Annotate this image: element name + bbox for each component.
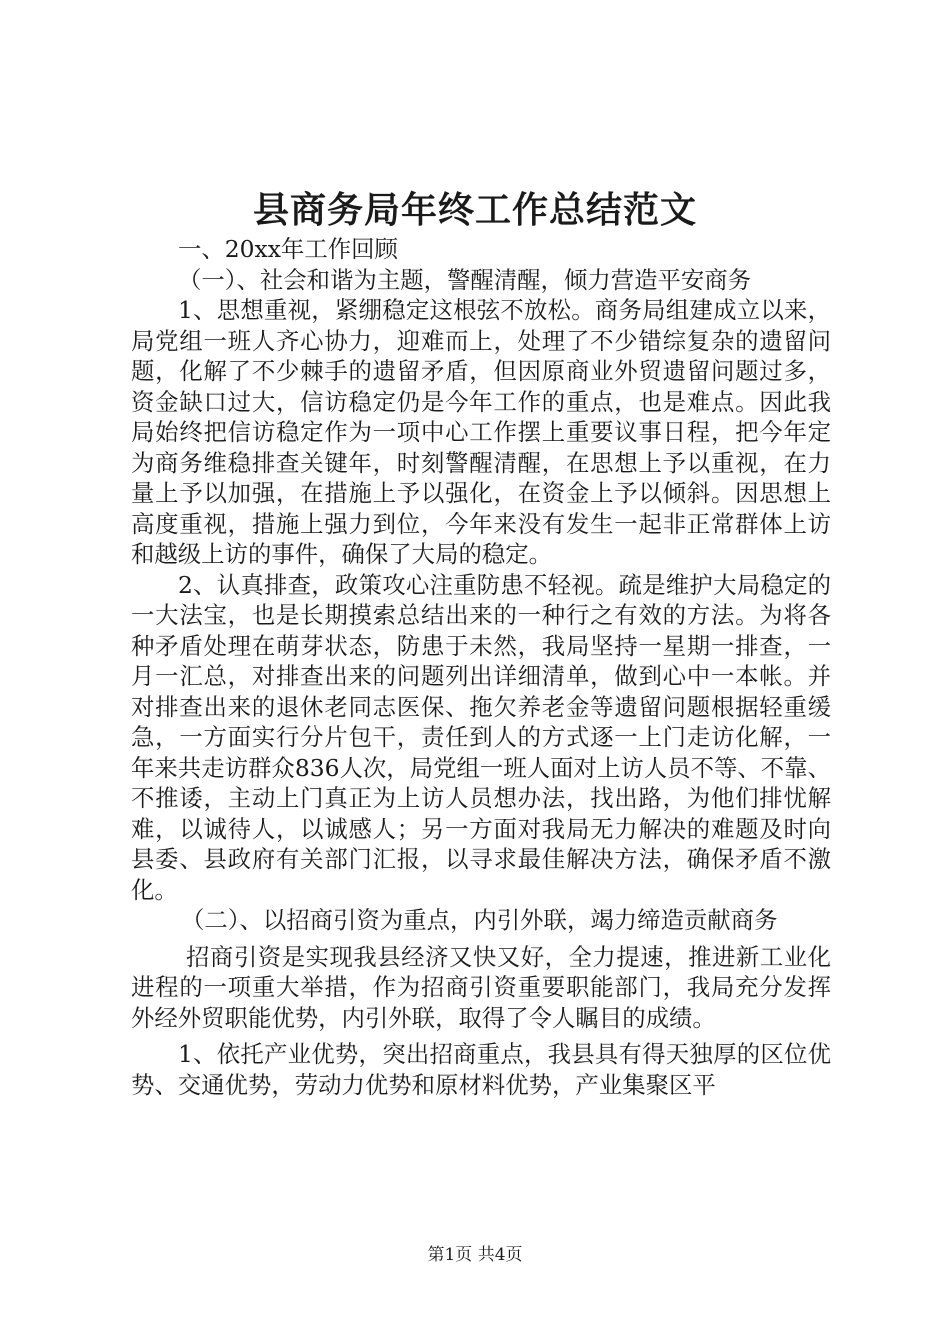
paragraph-investment: 招商引资是实现我县经济又快又好，全力提速，推进新工业化进程的一项重大举措，作为招商引资重要职能部门，我局充分发挥外经外贸职能优势，内引外联，取得了令人瞩目的成绩。 [131,942,831,1032]
section-heading-review: 一、20xx年工作回顾 [178,235,398,263]
paragraph-item-1: 1、思想重视，紧绷稳定这根弦不放松。商务局组建成立以来，局党组一班人齐心协力，迎难而上，处理了不少错综复杂的遗留问题，化解了不少棘手的遗留矛盾，但因原商业外贸遗留问题过多，资金缺口过大，信访稳定仍是今年工作的重点，也是难点。因此我局始终把信访稳定作为一项中心工作摆上重要议事日程，把今年定为商务维稳排查关键年，时刻警醒清醒，在思想上予以重视，在力量上予以加强，在措施上予以强化，在资金上予以倾斜。因思想上高度重视，措施上强力到位，今年来没有发生一起非正常群体上访和越级上访的事件，确保了大局的稳定。 [131,296,831,568]
document-body [131,234,831,1100]
paragraph-item-2: 2、认真排查，政策攻心注重防患不轻视。疏是维护大局稳定的一大法宝，也是长期摸索总结出来的一种行之有效的方法。为将各种矛盾处理在萌芽状态，防患于未然，我局坚持一星期一排查，一月一汇总，对排查出来的问题列出详细清单，做到心中一本帐。并对排查出来的退休老同志医保、拖欠养老金等遗留问题根据轻重缓急，一方面实行分片包干，责任到人的方式逐一上门走访化解，一年来共走访群众836人次，局党组一班人面对上访人员不等、不靠、不推诿，主动上门真正为上访人员想办法，找出路，为他们排忧解难，以诚待人，以诚感人；另一方面对我局无力解决的难题及时向县委、县政府有关部门汇报，以寻求最佳解决方法，确保矛盾不激化。 [131,570,831,904]
subsection-heading-2: （二）、以招商引资为重点，内引外联，竭力缔造贡献商务 [181,906,778,934]
paragraph-item-3: 1、依托产业优势，突出招商重点，我县具有得天独厚的区位优势、交通优势，劳动力优势和原材料优势，产业集聚区平 [131,1040,831,1099]
subsection-heading-1: （一）、社会和谐为主题，警醒清醒，倾力营造平安商务 [178,265,752,294]
page-number-footer: 第1页 共4页 [427,1245,523,1265]
document-title: 县商务局年终工作总结范文 [252,189,697,231]
